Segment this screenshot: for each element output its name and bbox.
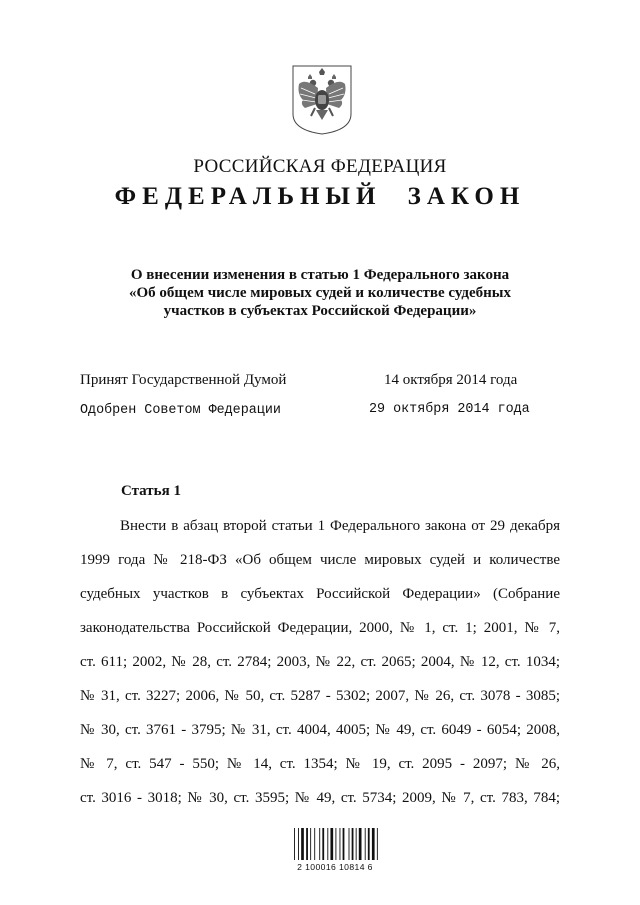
barcode-icon [290,826,380,882]
council-approval-label: Одобрен Советом Федерации [80,403,281,418]
council-approval-date: 29 октября 2014 года [369,402,530,417]
law-title-line: участков в субъектах Российской Федерации» [163,303,477,319]
paragraph-line: Внести в абзац второй статьи 1 Федерального закона от 29 декабря [120,518,560,534]
paragraph-line: № 31, ст. 3227; 2006, № 50, ст. 5287 - 5302; 2007, № 26, ст. 3078 - 3085; [80,688,560,704]
paragraph-line: ст. 3016 - 3018; № 30, ст. 3595; № 49, ст. 5734; 2009, № 7, ст. 783, 784; [80,790,560,806]
paragraph-line: судебных участков в субъектах Российской Федерации» (Собрание [80,586,560,602]
paragraph-line: № 30, ст. 3761 - 3795; № 31, ст. 4004, 4005; № 49, ст. 6049 - 6054; 2008, [80,722,560,738]
law-title-line: «Об общем числе мировых судей и количестве судебных [129,285,511,301]
state-emblem-icon [291,64,353,136]
duma-adoption-date: 14 октября 2014 года [384,372,518,388]
paragraph-line: ст. 611; 2002, № 28, ст. 2784; 2003, № 22, ст. 2065; 2004, № 12, ст. 1034; [80,654,560,670]
paragraph-line: 1999 года № 218-ФЗ «Об общем числе мировых судей и количестве [80,552,560,568]
paragraph-line: № 7, ст. 547 - 550; № 14, ст. 1354; № 19, ст. 2095 - 2097; № 26, [80,756,560,772]
paragraph-line: законодательства Российской Федерации, 2000, № 1, ст. 1; 2001, № 7, [80,620,560,636]
law-title [100,266,540,320]
document-type-heading: ФЕДЕРАЛЬНЫЙ ЗАКОН [114,183,526,210]
article-paragraph [80,509,560,815]
article-heading: Статья 1 [121,483,181,499]
barcode-number: 2 100016 10814 6 [297,862,373,872]
law-title-line: О внесении изменения в статью 1 Федерального закона [130,267,510,283]
country-heading: РОССИЙСКАЯ ФЕДЕРАЦИЯ [193,156,447,177]
duma-adoption-label: Принят Государственной Думой [80,372,287,388]
